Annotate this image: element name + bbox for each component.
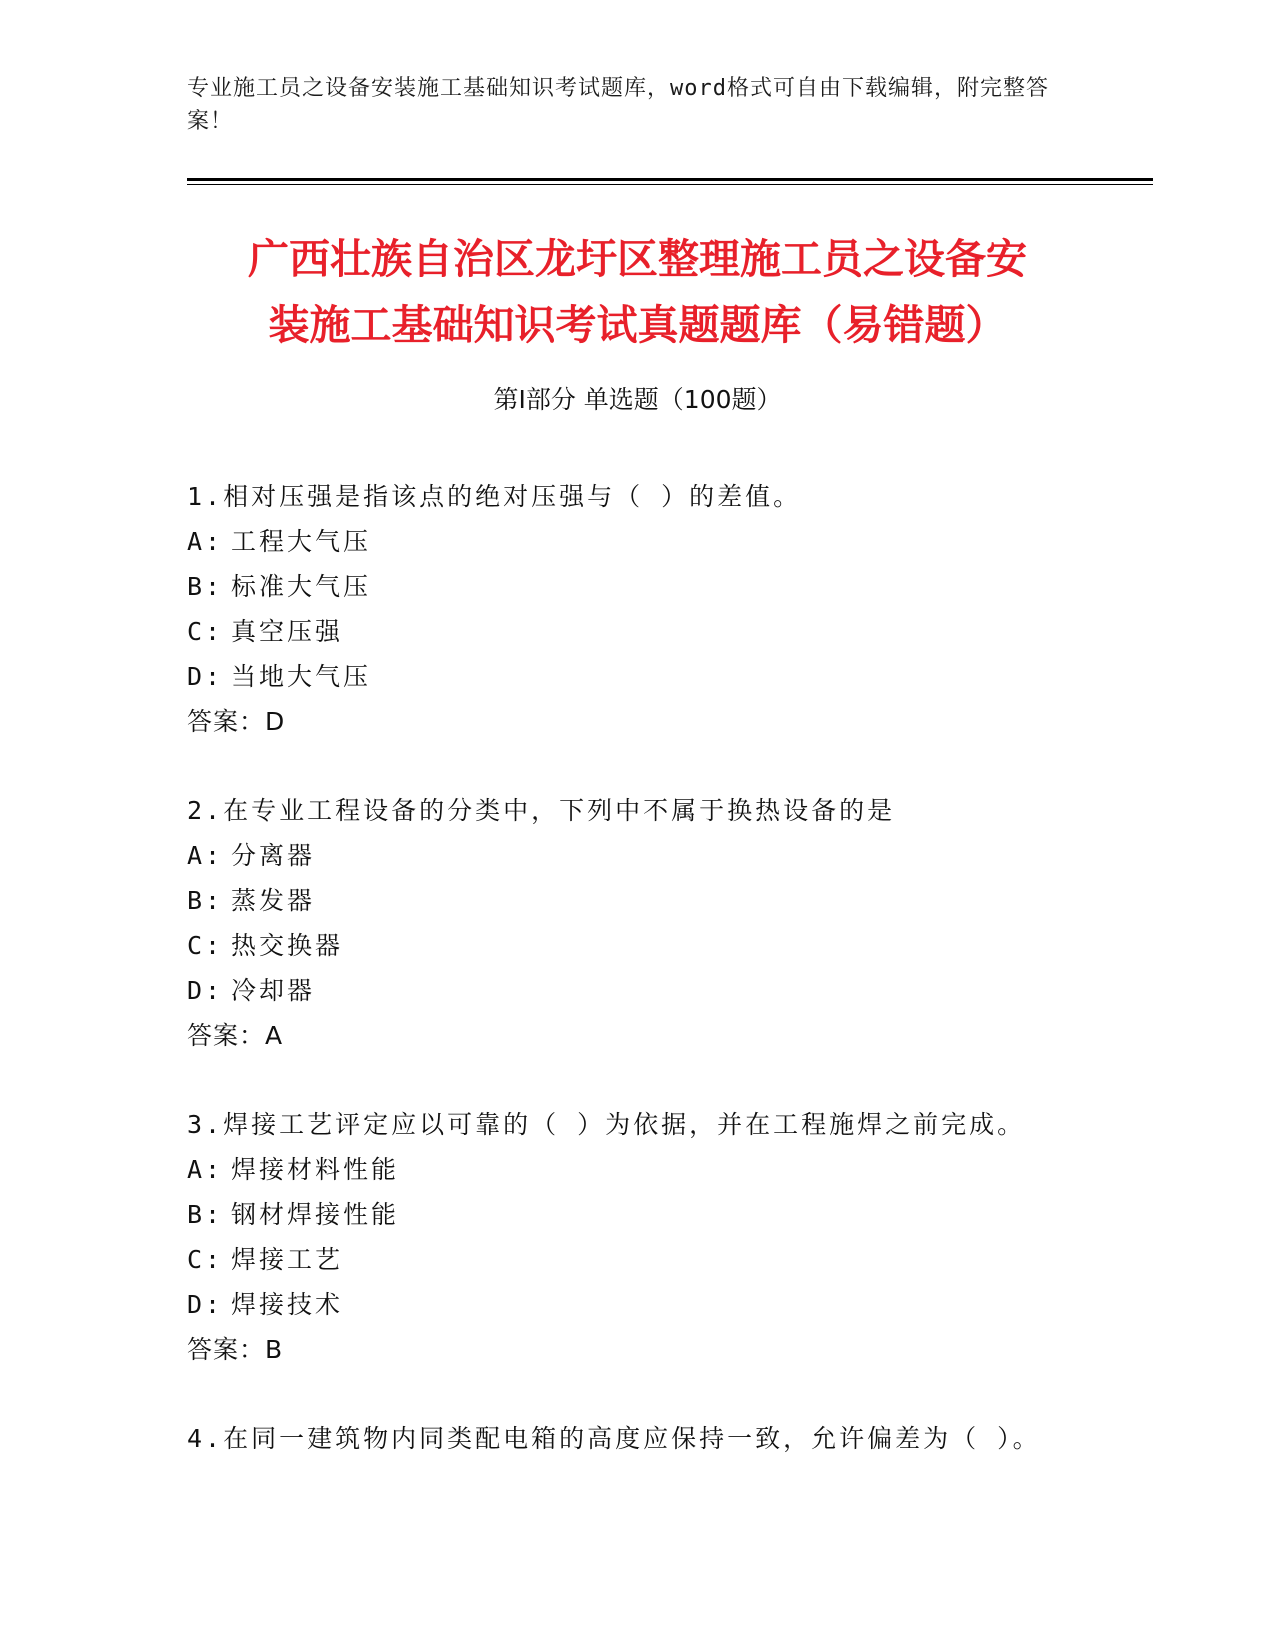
option-d (187, 1282, 1137, 1327)
answer-line: 答案：D (187, 707, 286, 736)
option-c (187, 609, 1137, 654)
section-heading: 第Ⅰ部分 单选题（100题） (493, 385, 782, 414)
option-d (187, 654, 1137, 699)
option-letter: C: (187, 617, 224, 646)
option-text: 蒸发器 (231, 886, 316, 915)
option-text: 焊接材料性能 (231, 1155, 400, 1184)
document-title (130, 226, 1145, 358)
question-item (187, 1416, 1137, 1461)
option-letter: D: (187, 1290, 224, 1319)
option-letter: A: (187, 1155, 224, 1184)
option-c (187, 1237, 1137, 1282)
title-line-1: 广西壮族自治区龙圩区整理施工员之设备安 (248, 235, 1027, 283)
option-letter: B: (187, 886, 224, 915)
option-a (187, 519, 1137, 564)
question-stem: 1.相对压强是指该点的绝对压强与（ ）的差值。 (187, 482, 802, 511)
option-letter: A: (187, 841, 224, 870)
option-letter: B: (187, 572, 224, 601)
option-letter: C: (187, 931, 224, 960)
option-letter: A: (187, 527, 224, 556)
answer-line: 答案：B (187, 1335, 284, 1364)
question-stem: 3.焊接工艺评定应以可靠的（ ）为依据，并在工程施焊之前完成。 (187, 1110, 1026, 1139)
option-letter: B: (187, 1200, 224, 1229)
option-text: 热交换器 (231, 931, 344, 960)
option-b (187, 1192, 1137, 1237)
option-a (187, 833, 1137, 878)
option-d (187, 968, 1137, 1013)
option-letter: D: (187, 662, 224, 691)
question-item (187, 474, 1137, 744)
option-text: 分离器 (231, 841, 316, 870)
question-stem: 4.在同一建筑物内同类配电箱的高度应保持一致，允许偏差为（ ）。 (187, 1424, 1041, 1453)
option-text: 冷却器 (231, 976, 316, 1005)
title-line-2: 装施工基础知识考试真题题库（易错题） (268, 301, 1007, 349)
answer-line: 答案：A (187, 1021, 284, 1050)
option-letter: C: (187, 1245, 224, 1274)
question-stem: 2.在专业工程设备的分类中，下列中不属于换热设备的是 (187, 796, 896, 825)
option-a (187, 1147, 1137, 1192)
option-text: 工程大气压 (231, 527, 372, 556)
option-text: 当地大气压 (231, 662, 372, 691)
option-text: 钢材焊接性能 (231, 1200, 400, 1229)
header-divider (187, 178, 1153, 181)
option-letter: D: (187, 976, 224, 1005)
option-b (187, 564, 1137, 609)
header-note: 专业施工员之设备安装施工基础知识考试题库，word格式可自由下载编辑，附完整答案！ (187, 76, 1049, 134)
option-text: 标准大气压 (231, 572, 372, 601)
option-c (187, 923, 1137, 968)
option-b (187, 878, 1137, 923)
question-list (187, 474, 1137, 1505)
question-item (187, 788, 1137, 1058)
option-text: 焊接工艺 (231, 1245, 344, 1274)
option-text: 焊接技术 (231, 1290, 344, 1319)
option-text: 真空压强 (231, 617, 344, 646)
header-divider-thin (187, 184, 1153, 185)
question-item (187, 1102, 1137, 1372)
